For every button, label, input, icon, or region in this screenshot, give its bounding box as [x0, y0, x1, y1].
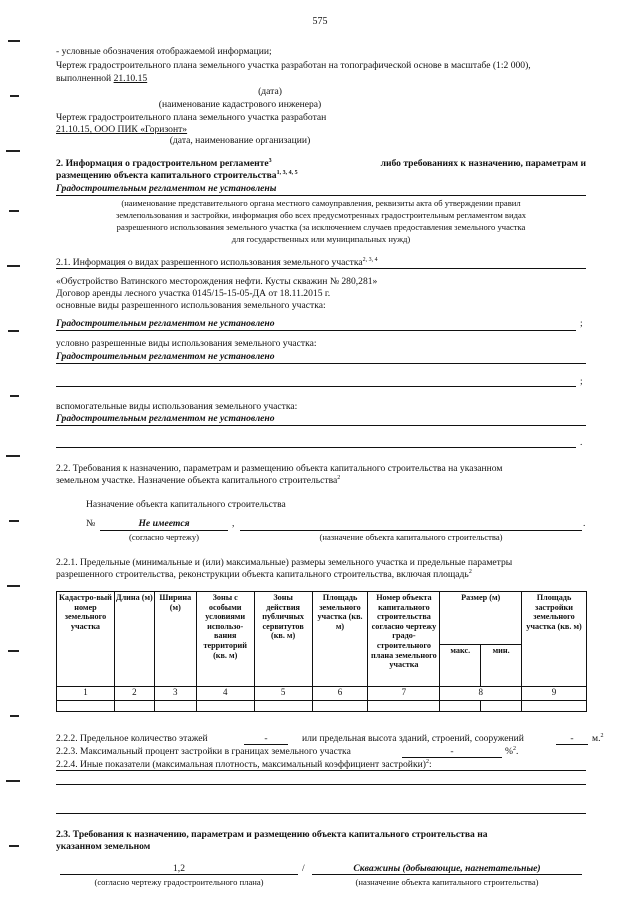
- organization-value: 21.10.15, ООО ПИК «Горизонт»: [56, 124, 188, 135]
- col-header-size: Размер (м): [440, 592, 522, 645]
- page-number: 575: [312, 16, 328, 27]
- intro-line-2: Чертеж градостроительного плана земельного участка разработан на топографической основе в масштабе (1:2 000),: [56, 60, 531, 71]
- col-header-building-area: Площадь застройки земельного участка (кв. м): [522, 592, 587, 687]
- height-value: -: [570, 733, 574, 744]
- section-2-2-line-2: земельном участке. Назначение объекта капитального строительства$^2$: [56, 474, 341, 486]
- other-indicators-label: 2.2.4. Иные показатели (максимальная плотность, максимальный коэффициент застройки)$^2$:: [56, 758, 432, 770]
- section-2-1-heading: 2.1. Информация о видах разрешенного использования земельного участка$^{2, 3, 4}$: [56, 256, 378, 268]
- col-number: 3: [154, 687, 196, 701]
- conditional-uses-label: условно разрешенные виды использования земельного участка:: [56, 338, 317, 349]
- height-unit: м.$^2$: [592, 732, 604, 744]
- auxiliary-uses-value: Градостроительным регламентом не установлено: [56, 413, 275, 424]
- object-name: «Обустройство Ватинского месторождения нефти. Кусты скважин № 280,281»: [56, 276, 378, 287]
- height-label: или предельная высота зданий, строений, сооружений: [302, 733, 524, 744]
- lease-agreement: Договор аренды лесного участка 0145/15-15-05-ДА от 18.11.2015 г.: [56, 288, 331, 299]
- section-2-2-1-line-1: 2.2.1. Предельные (минимальные и (или) максимальные) размеры земельного участка и предельные параметры: [56, 557, 513, 568]
- drawing-number-caption: (согласно чертежу градостроительного плана): [94, 877, 264, 887]
- drawing-caption: (согласно чертежу): [128, 532, 199, 542]
- date-caption: (дата): [258, 86, 282, 97]
- drawing-number-value: 1,2: [173, 863, 185, 874]
- col-header-special-zones: Зоны с особыми условиями использо-вания территорий (кв. м): [196, 592, 254, 687]
- object-number-value: Не имеется: [138, 518, 190, 529]
- parameters-table: [56, 591, 587, 712]
- object-purpose-caption: (назначение объекта капитального строительства): [355, 877, 539, 887]
- section-2-heading-line-2: размещению объекта капитального строительства$^{1, 3, 4, 5}$: [56, 169, 298, 181]
- col-header-size-min: мин.: [481, 645, 522, 687]
- col-number: 9: [522, 687, 587, 701]
- col-header-servitudes: Зоны действия публичных сервитутов (кв. м): [254, 592, 312, 687]
- section-2-caption-4: для государственных или муниципальных нужд): [231, 234, 411, 244]
- section-2-heading-line-1: 2. Информация о градостроительном регламенте$^3$ либо требованиях к назначению, параметрам и: [56, 157, 586, 169]
- build-percent-unit: %$^2$.: [505, 745, 519, 757]
- auxiliary-uses-label: вспомогательные виды использования земельного участка:: [56, 401, 298, 412]
- scan-margin: [0, 0, 22, 905]
- object-purpose-value: Скважины (добывающие, нагнетательные): [353, 863, 541, 874]
- col-number: 5: [254, 687, 312, 701]
- section-2-3-line-2: указанном земельном: [56, 841, 151, 852]
- col-header-object-number: Номер объекта капитального строительства согласно чертежу градо-строительного плана земельного участка: [368, 592, 440, 687]
- col-number: 6: [312, 687, 368, 701]
- section-2-regulation-value: Градостроительным регламентом не установлены: [56, 183, 277, 194]
- col-header-plot-area: Площадь земельного участка (кв. м): [312, 592, 368, 687]
- conditional-uses-value: Градостроительным регламентом не установлено: [56, 351, 275, 362]
- intro-line-3-prefix: выполненной: [56, 73, 112, 84]
- section-2-caption-2: землепользования и застройки, информация обо всех предусмотренных градостроительным регламентом видах: [115, 210, 527, 220]
- build-percent-label: 2.2.3. Максимальный процент застройки в границах земельного участка: [56, 746, 351, 757]
- purpose-caption: (назначение объекта капитального строительства): [319, 532, 503, 542]
- col-number: 7: [368, 687, 440, 701]
- col-number: 2: [114, 687, 154, 701]
- main-uses-value: Градостроительным регламентом не установлено: [56, 318, 275, 329]
- section-2-2-1-line-2: разрешенного строительства, реконструкции объекта капитального строительства, включая площадь$^2$: [56, 568, 472, 580]
- col-header-cadastral: Кадастро-вый номер земельного участка: [57, 592, 115, 687]
- col-header-length: Длина (м): [114, 592, 154, 687]
- section-2-caption-3: разрешенного использования земельного участка (за исключением случаев предоставления земельного участка: [116, 222, 526, 232]
- section-2-caption-1: (наименование представительного органа местного самоуправления, реквизиты акта об утверждении правил: [121, 198, 521, 208]
- organization-caption: (дата, наименование организации): [169, 135, 311, 146]
- section-2-3-line-1: 2.3. Требования к назначению, параметрам и размещению объекта капитального строительства на: [56, 829, 488, 840]
- col-header-width: Ширина (м): [154, 592, 196, 687]
- intro-execution-date: 21.10.15: [113, 73, 148, 84]
- floors-label: 2.2.2. Предельное количество этажей: [56, 733, 208, 744]
- section-2-2-line-1: 2.2. Требования к назначению, параметрам и размещению объекта капитального строительства на указанном: [56, 463, 503, 474]
- intro-line-3: [56, 73, 147, 84]
- engineer-caption: (наименование кадастрового инженера): [158, 99, 322, 110]
- col-header-size-max: макс.: [440, 645, 481, 687]
- col-number: 4: [196, 687, 254, 701]
- col-number: 8: [440, 687, 522, 701]
- intro-line-4: Чертеж градостроительного плана земельного участка разработан: [56, 112, 327, 123]
- purpose-label: Назначение объекта капитального строительства: [86, 499, 286, 510]
- build-percent-value: -: [450, 746, 454, 757]
- col-number: 1: [57, 687, 115, 701]
- intro-line-1: - условные обозначения отображаемой информации;: [56, 46, 272, 57]
- floors-value: -: [264, 733, 268, 744]
- main-uses-label: основные виды разрешенного использования земельного участка:: [56, 300, 326, 311]
